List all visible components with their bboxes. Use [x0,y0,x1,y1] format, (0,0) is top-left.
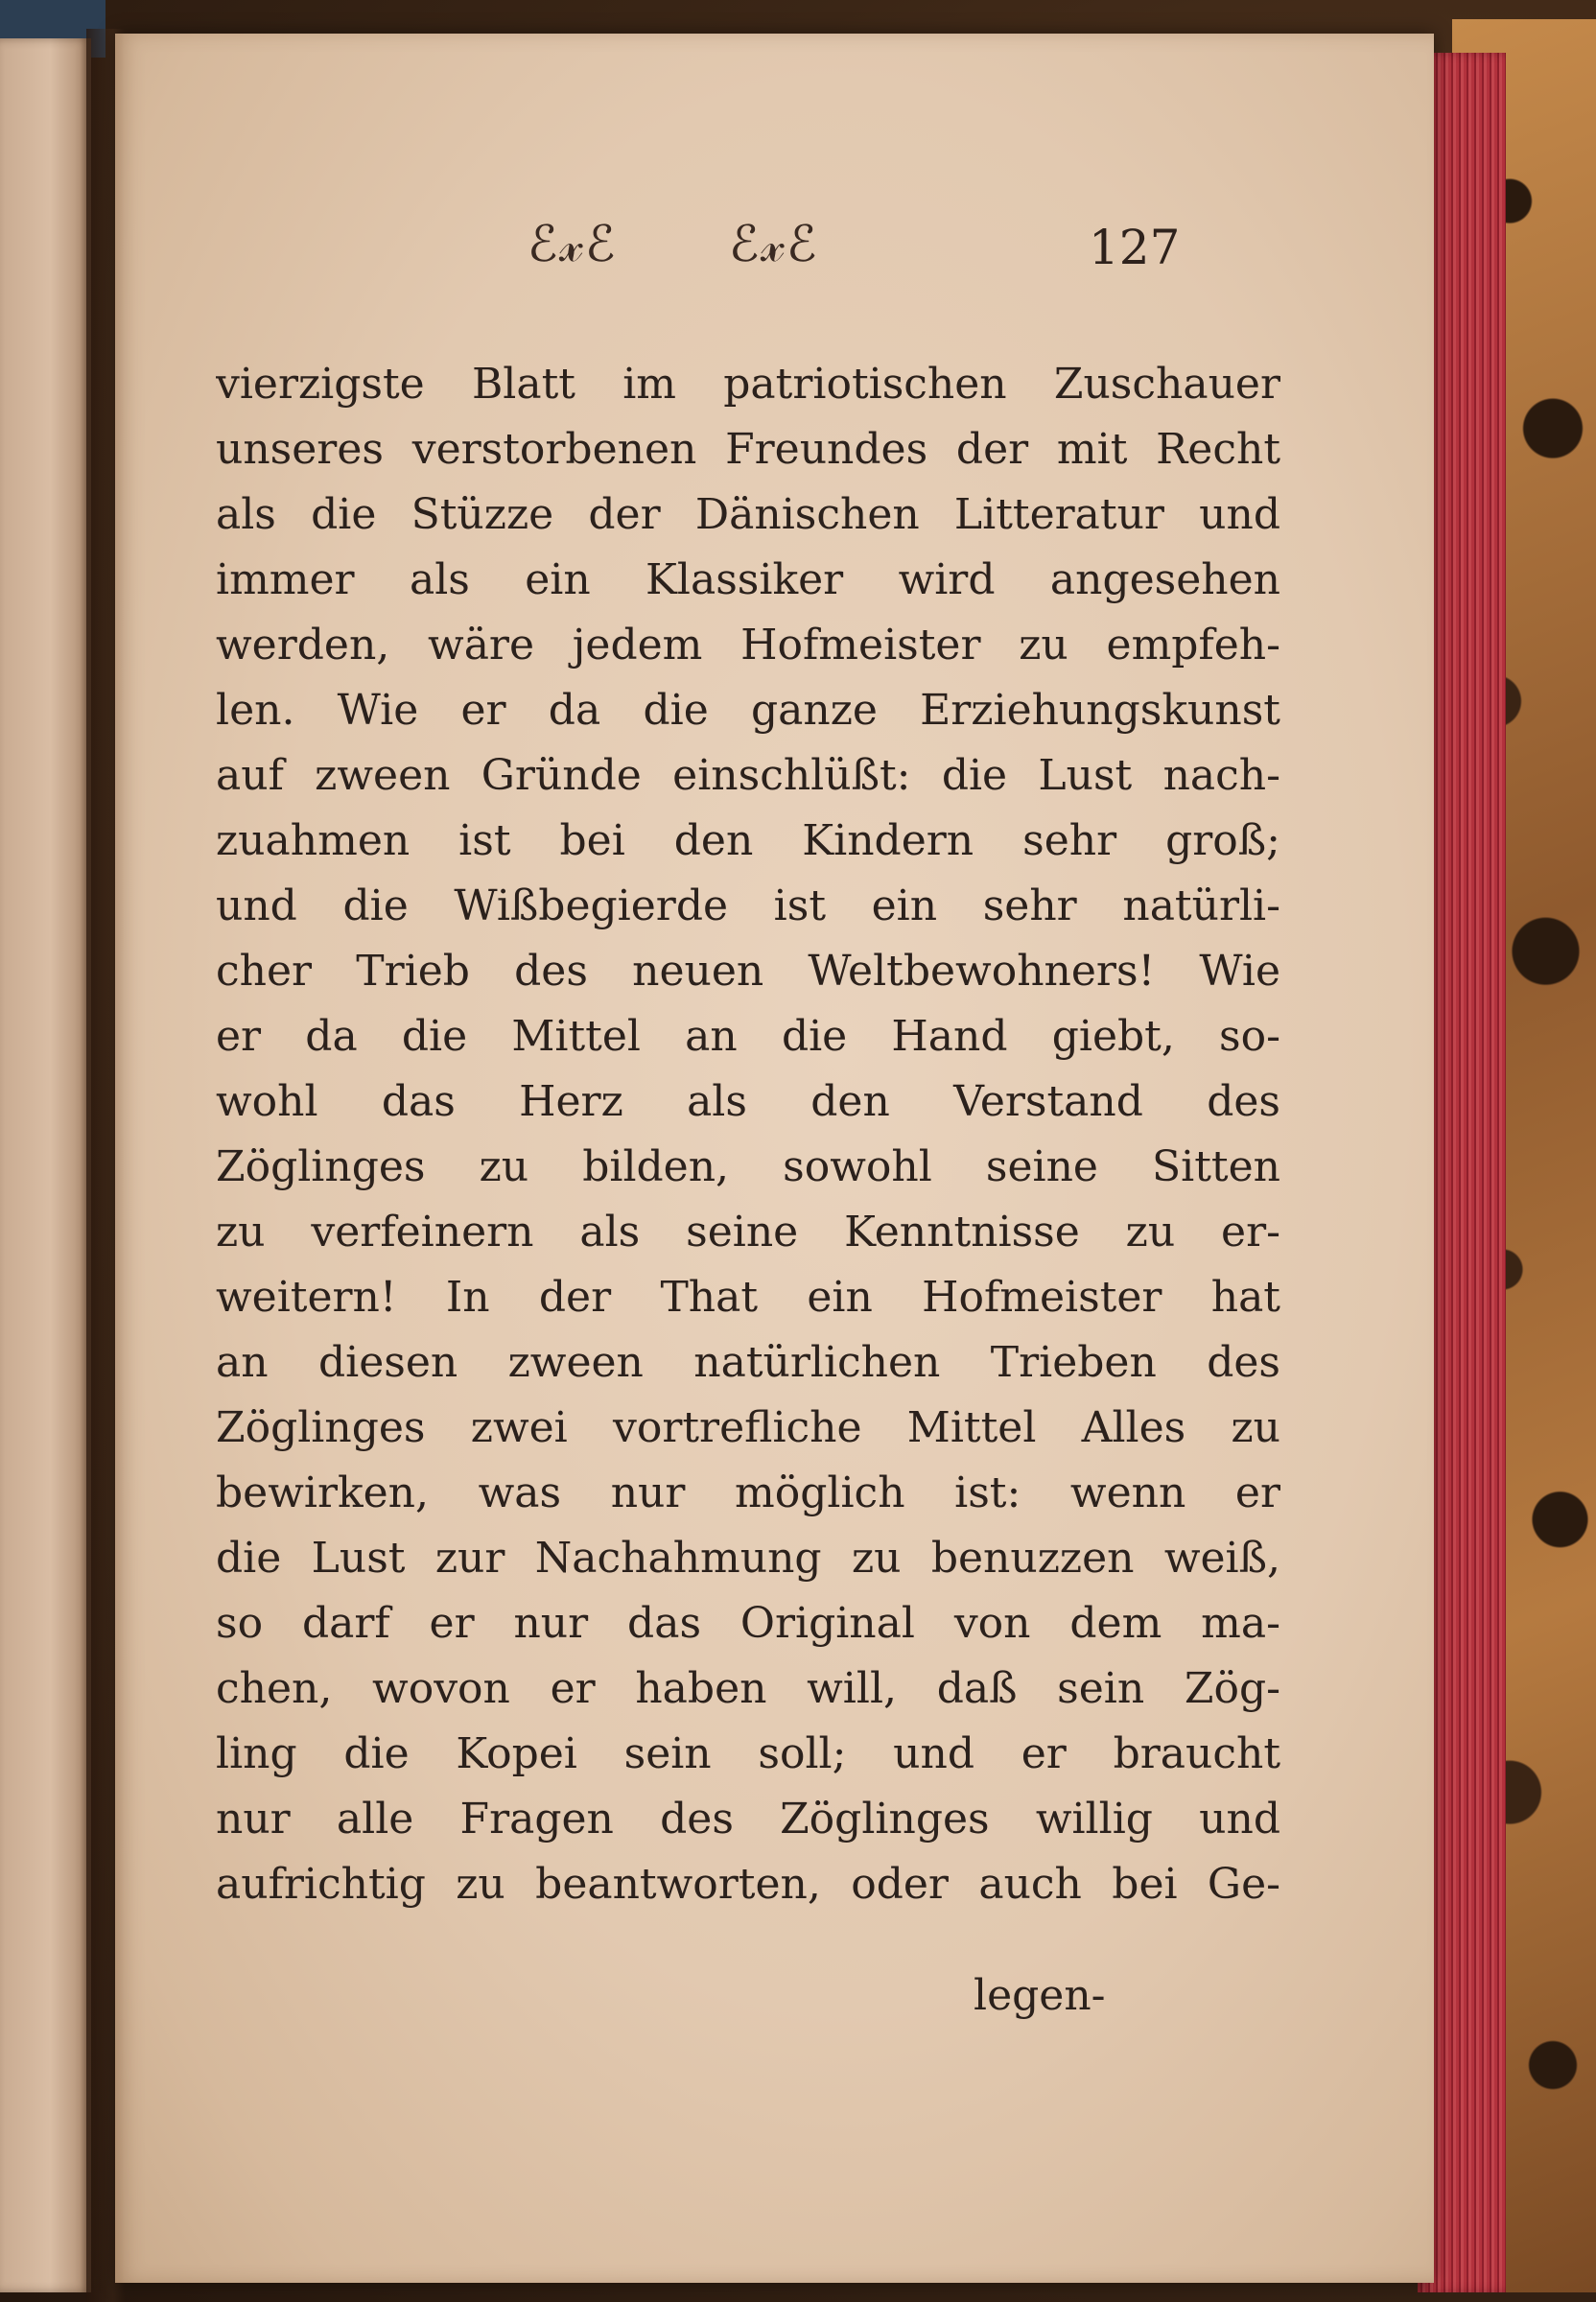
book-page [115,34,1434,2283]
text-line: immer als ein Klassiker wird angesehen [216,555,1280,604]
text-line: ling die Kopei sein soll; und er braucht [216,1729,1280,1778]
text-line: vierzigste Blatt im patriotischen Zuschauer [216,360,1280,409]
body-text [216,352,1280,1917]
text-line: zuahmen ist bei den Kindern sehr groß; [216,816,1280,865]
text-line: werden, wäre jedem Hofmeister zu empfeh- [216,621,1280,669]
catchword: legen- [974,1971,1106,2020]
header-ornament-left: ℰ𝓍ℰ [528,216,618,273]
text-line: aufrichtig zu beantworten, oder auch bei Ge- [216,1860,1280,1909]
text-line: als die Stüzze der Dänischen Litteratur und [216,490,1280,539]
header-ornament-right: ℰ𝓍ℰ [729,216,819,273]
text-line: auf zween Gründe einschlüßt: die Lust nach- [216,751,1280,800]
text-line: Zöglinges zu bilden, sowohl seine Sitten [216,1142,1280,1191]
page-header [115,216,1434,302]
text-line: an diesen zween natürlichen Trieben des [216,1338,1280,1387]
page-number: 127 [1089,220,1181,275]
text-line: wohl das Herz als den Verstand des [216,1077,1280,1126]
facing-page-edge [0,38,91,2292]
text-line: weitern! In der That ein Hofmeister hat [216,1273,1280,1322]
text-line: unseres verstorbenen Freundes der mit Recht [216,425,1280,474]
text-line: so darf er nur das Original von dem ma- [216,1599,1280,1648]
text-line: die Lust zur Nachahmung zu benuzzen weiß, [216,1534,1280,1583]
text-line: zu verfeinern als seine Kenntnisse zu er- [216,1208,1280,1257]
text-line: er da die Mittel an die Hand giebt, so- [216,1012,1280,1061]
text-line: nur alle Fragen des Zöglinges willig und [216,1795,1280,1844]
text-line: bewirken, was nur möglich ist: wenn er [216,1468,1280,1517]
text-line: len. Wie er da die ganze Erziehungskunst [216,686,1280,735]
text-line: Zöglinges zwei vortrefliche Mittel Alles zu [216,1403,1280,1452]
text-line: und die Wißbegierde ist ein sehr natürli- [216,881,1280,930]
text-line: cher Trieb des neuen Weltbewohners! Wie [216,947,1280,996]
gutter-shadow [86,29,125,2302]
text-line: chen, wovon er haben will, daß sein Zög- [216,1664,1280,1713]
